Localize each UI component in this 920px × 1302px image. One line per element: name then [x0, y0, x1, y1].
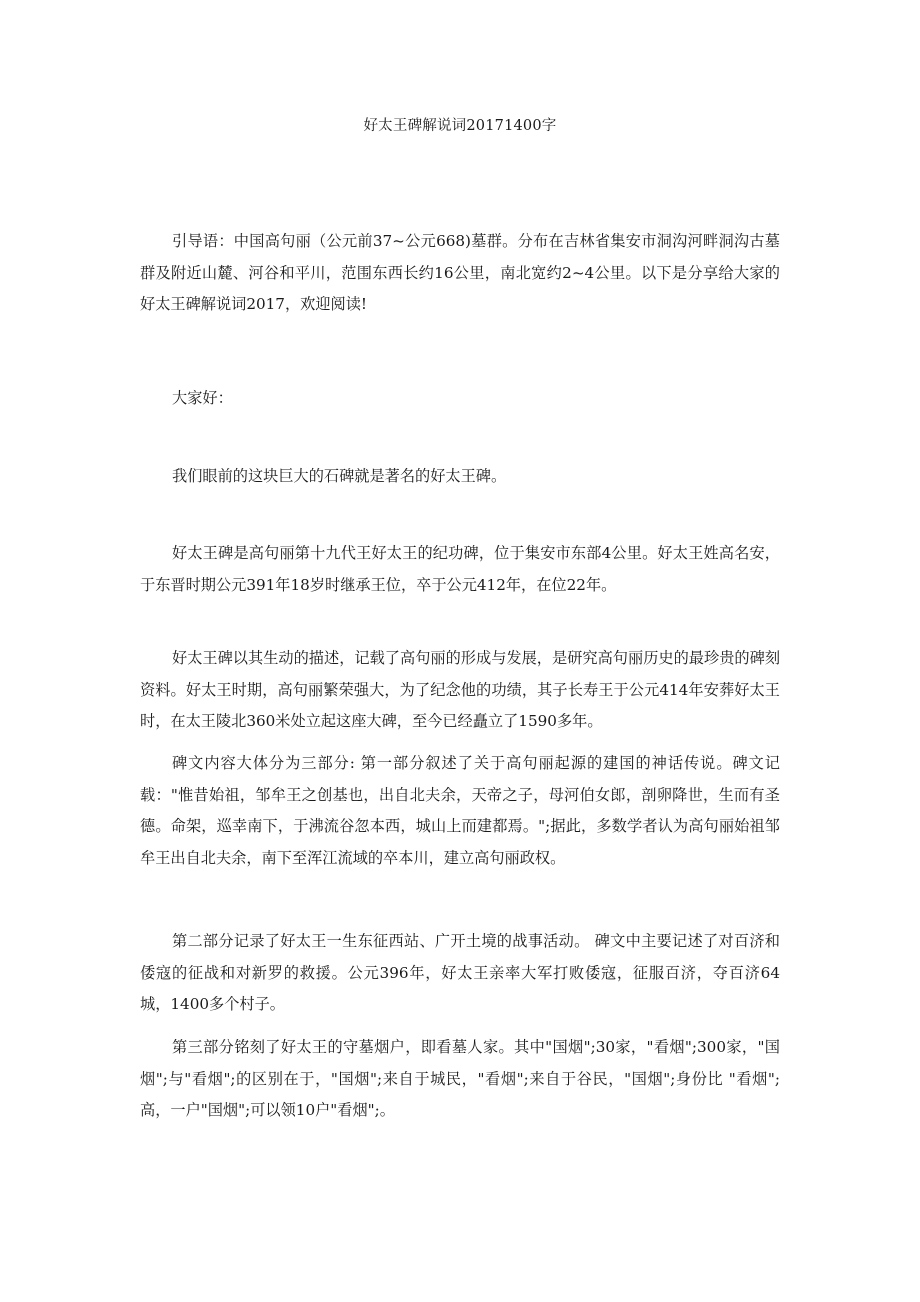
body-paragraph: 我们眼前的这块巨大的石碑就是著名的好太王碑。	[172, 467, 507, 485]
body-paragraph: 好太王碑是高句丽第十九代王好太王的纪功碑，位于集安市东部4公里。好太王姓高名安，于东晋时期公元391年18岁时继承王位，卒于公元412年，在位22年。	[140, 544, 780, 594]
body-paragraph: 第二部分记录了好太王一生东征西站、广开土境的战事活动。 碑文中主要记述了对百济和倭寇的征战和对新罗的救援。公元396年，好太王亲率大军打败倭寇，征服百济，夺百济64城，1400多个村子。	[140, 932, 780, 1013]
body-paragraph: 第三部分铭刻了好太王的守墓烟户，即看墓人家。其中"国烟";30家，"看烟";300家，"国烟";与"看烟";的区别在于，"国烟";来自于城民，"看烟";来自于谷民，"国烟";身份比 "看烟";高，一户"国烟";可以领10户"看烟";。	[140, 1038, 780, 1119]
intro-paragraph: 引导语：中国高句丽（公元前37~公元668)墓群。分布在吉林省集安市洞沟河畔洞沟古墓群及附近山麓、河谷和平川，范围东西长约16公里，南北宽约2~4公里。以下是分享给大家的好太王碑解说词2017，欢迎阅读!	[140, 232, 780, 313]
body-paragraph: 碑文内容大体分为三部分: 第一部分叙述了关于高句丽起源的建国的神话传说。碑文记载："惟昔始祖，邹牟王之创基也，出自北夫余，天帝之子，母河伯女郎，剖卵降世，生而有圣德。命架，巡幸南下，于沸流谷忽本西，城山上而建都焉。";据此，多数学者认为高句丽始祖邹牟王出自北夫余，南下至浑江流域的卒本川，建立高句丽政权。	[140, 754, 780, 867]
document-title: 好太王碑解说词20171400字	[363, 118, 557, 134]
body-paragraph: 好太王碑以其生动的描述，记载了高句丽的形成与发展，是研究高句丽历史的最珍贵的碑刻资料。好太王时期，高句丽繁荣强大，为了纪念他的功绩，其子长寿王于公元414年安葬好太王时，在太王陵北360米处立起这座大碑，至今已经矗立了1590多年。	[140, 649, 780, 730]
greeting-paragraph: 大家好：	[172, 389, 233, 407]
